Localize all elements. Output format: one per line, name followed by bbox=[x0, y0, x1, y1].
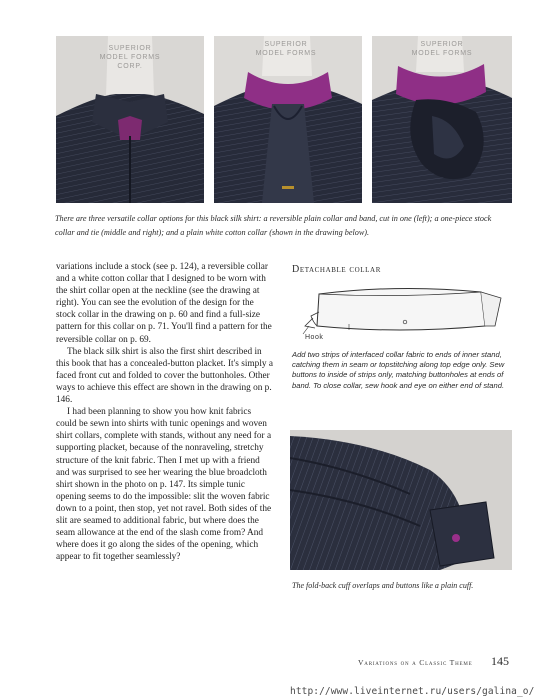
form-label-line: CORP. bbox=[117, 63, 143, 70]
cuff-caption: The fold-back cuff overlaps and buttons like a plain cuff. bbox=[292, 581, 474, 590]
form-label-line: SUPERIOR bbox=[264, 41, 308, 48]
sidebar-heading: Detachable collar bbox=[292, 264, 381, 275]
form-label-line: SUPERIOR bbox=[420, 41, 464, 48]
page-number: 145 bbox=[491, 654, 509, 668]
body-paragraph: I had been planning to show you how knit fabrics could be sewn into shirts with tunic openings and woven shirt collars, complete with stands, without any need for a supporting placket, because of the nonraveling, stretchy structure of the knit fabric. Then I met up with a friend and was surprised to see her wearing the blue broadcloth shirt shown in the photo on p. 147. Its simple tunic opening seems to do the impossible: slit the woven fabric down to a point, then stop, yet not ravel. Both sides of the slit are seamed to additional fabric, but where does the seam allowance at the end of the slash come from? And where does it go along the sides of the opening, which appear to fit together seamlessly? bbox=[56, 407, 272, 563]
diagram-caption: Add two strips of interfaced collar fabric to ends of inner stand, catching them in seam or topstitching along top edge only. Sew buttons to inside of strips only, matching buttonholes at ends of band. To close collar, sew hook and eye on either end of stand. bbox=[292, 350, 505, 390]
body-paragraph: variations include a stock (see p. 124), a reversible collar and a white cotton collar that I designed to be worn with the shirt collar open at the neckline (see the drawing at right). You can see the evolution of the design for the stock collar in the drawing on p. 60 and find a full-size pattern for this collar on p. 71. You'll find a pattern for the reversible collar on p. 69. bbox=[56, 262, 272, 345]
body-paragraph: The black silk shirt is also the first shirt described in this book that has a concealed-button placket. It's simply a faced front cut and folded to cover the buttonholes. Other ways to achieve this effect are shown in the drawing on p. 146. bbox=[56, 346, 273, 406]
watermark-url: http://www.liveinternet.ru/users/galina_o/ bbox=[290, 686, 535, 697]
photo-stock-collar-bow bbox=[372, 36, 512, 203]
photo-caption: There are three versatile collar options for this black silk shirt: a reversible plain collar and band, cut in one (left); a one-piece stock collar and tie (middle and right); and a plain white cotton collar (shown in the drawing below). bbox=[55, 214, 492, 237]
form-label-line: SUPERIOR bbox=[108, 45, 152, 52]
body-text bbox=[56, 261, 274, 563]
form-label-line: MODEL FORMS bbox=[255, 50, 317, 57]
photo-stock-collar-tie bbox=[214, 36, 362, 203]
form-label-line: MODEL FORMS bbox=[99, 54, 161, 61]
running-title: Variations on a Classic Theme bbox=[358, 658, 473, 667]
photo-reversible-collar bbox=[56, 36, 204, 203]
hook-label: Hook bbox=[305, 334, 324, 341]
form-label-line: MODEL FORMS bbox=[411, 50, 473, 57]
detachable-collar-diagram bbox=[289, 282, 505, 348]
photo-fold-back-cuff bbox=[290, 430, 512, 570]
